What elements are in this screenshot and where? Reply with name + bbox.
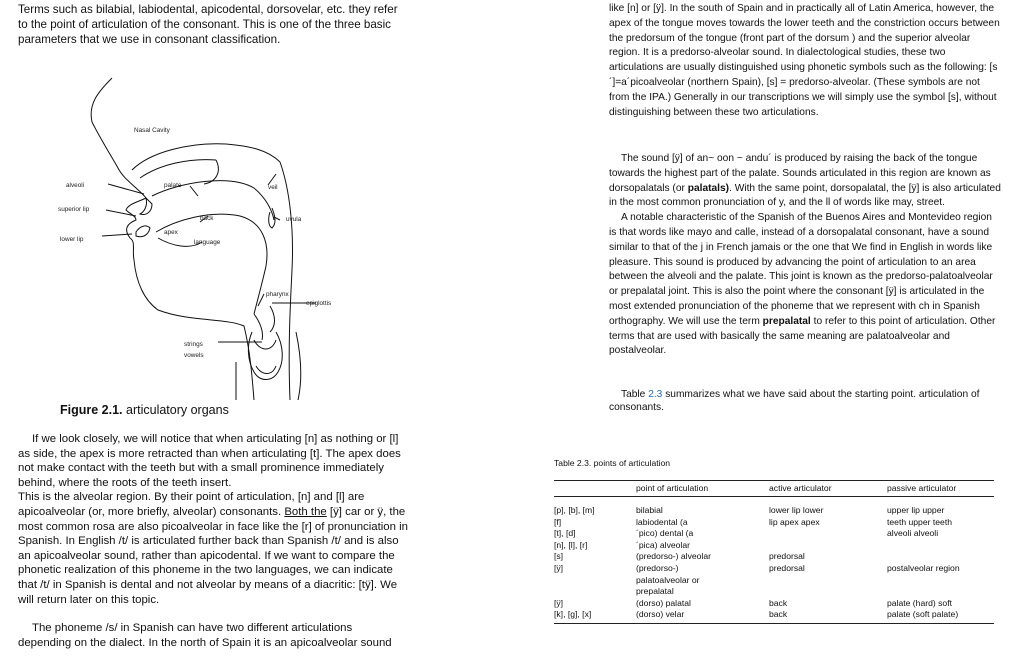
- label-epiglottis: epiglottis: [306, 300, 332, 307]
- table-cell: (predorso-): [636, 562, 679, 573]
- table-cell: alveoli alveoli: [887, 528, 939, 539]
- label-lower-lip: lower lip: [60, 236, 84, 243]
- table-cell: lip apex apex: [769, 516, 820, 527]
- table-reference-link[interactable]: 2.3: [648, 389, 663, 400]
- table-cell: [554, 575, 636, 587]
- paragraph-prepalatal-a: A notable characteristic of the Spanish of the Buenos Aires and Montevideo region is that words like mayo and calle, instead of a dorsopalatal consonant, have a sound similar to that of the j in French jamais or the one that We find in English in words like pleasure. This sound is produced by advancing the point of articulation to an area between the alveoli and the palate. This joint is known as the predorso-palatoalveolar or prepalatal joint. This is also the point where the consonant [ÿ] is articulated in the most extended pronunciation of the phoneme that we represent with ch in Spanish orthography. We will use the term: [609, 212, 993, 327]
- paragraph-prepalatal-b: to refer to this point of articulation. Other terms that are used with basically the same meaning are palatoalveolar and postalveolar.: [609, 315, 996, 357]
- paragraph-alveolar-a: This is the alveolar region. By their point of articulation, [n] and [l] are apicoalveolar (or, more briefly, alveolar) consonants.: [18, 491, 365, 518]
- paragraph-apex: If we look closely, we will notice that when articulating [n] as nothing or [l] as side, the apex is more retracted than when articulating [t]. The apex does not make contact with the teeth but with a small prominence immediately behind, where the roots of the teeth insert.: [18, 433, 401, 489]
- label-strings: strings: [184, 341, 203, 348]
- table-cell: [769, 540, 887, 552]
- paragraph-prepalatal-bold: prepalatal: [762, 315, 811, 327]
- table-row: [554, 528, 994, 540]
- table-row: [554, 586, 994, 598]
- table-cell: palate (soft palate): [887, 609, 994, 623]
- table-row: [554, 609, 994, 623]
- table-cell: [554, 586, 636, 598]
- table-cell: [887, 575, 994, 587]
- table-cell: [769, 528, 887, 540]
- label-uvula: uvula: [286, 216, 302, 223]
- table-header-symbols: [554, 481, 636, 497]
- table-cell: (dorso) palatal: [636, 597, 691, 608]
- table-cell: prepalatal: [636, 586, 674, 597]
- table-reference-paragraph: [609, 388, 1001, 414]
- label-language: language: [194, 239, 221, 246]
- table-cell: [887, 540, 994, 552]
- table-cell: ´pica) alveolar: [636, 539, 690, 550]
- right-top-paragraph: [609, 2, 1001, 120]
- table-title: Table 2.3. points of articulation: [554, 458, 671, 468]
- table-row: [554, 551, 994, 563]
- table-cell: ´pico) dental (a: [636, 528, 694, 539]
- right-mid-paragraphs: [609, 152, 1001, 359]
- table-reference-text: [609, 388, 1001, 414]
- table-row: [554, 540, 994, 552]
- table-cell: [ÿ]: [554, 562, 564, 573]
- table-cell: [769, 586, 887, 598]
- table-cell: palatoalveolar or: [636, 574, 700, 585]
- table-row: [554, 563, 994, 575]
- label-alveoli: alveoli: [66, 182, 85, 189]
- table-cell: upper lip upper: [887, 505, 945, 515]
- table-cell: back: [769, 597, 788, 608]
- table-row: [554, 598, 994, 610]
- table-cell: [ÿ]: [554, 597, 564, 608]
- table-cell: lower lip lower: [769, 505, 824, 515]
- table-header-passive: passive articulator: [887, 481, 994, 497]
- figure-caption-text: articulatory organs: [122, 403, 229, 417]
- table-header-row: [554, 481, 994, 497]
- label-back: back: [200, 215, 214, 222]
- table-header-active: active articulator: [769, 481, 887, 497]
- table-reference-a: Table: [621, 389, 649, 400]
- table-cell: [887, 551, 994, 563]
- articulation-table: [554, 480, 994, 624]
- intro-text: Terms such as bilabial, labiodental, apicodental, dorsovelar, etc. they refer to the point of articulation of the consonant. This is one of the three basic parameters that we use in consonant classification.: [18, 3, 398, 46]
- table-cell: labiodental (a: [636, 516, 688, 527]
- articulatory-diagram: [40, 70, 360, 405]
- label-apex: apex: [164, 229, 178, 236]
- label-vowels: vowels: [184, 352, 204, 359]
- paragraph-palatal: [609, 152, 1001, 211]
- paragraph-alveolar-underlined: Both the: [284, 505, 327, 518]
- table-cell: bilabial: [636, 505, 663, 515]
- paragraph-alveolar: [18, 490, 408, 607]
- table-row: [554, 497, 994, 517]
- label-superior-lip: superior lip: [58, 206, 90, 213]
- table-cell: postalveolar region: [887, 562, 960, 573]
- paragraph-alveolar-b: [ÿ] car or ÿ, the most common rosa are also picoalveolar in face like the [r] of pronunciation in Spanish. In English /t/ is articulated further back than Spanish /t/ and is also an apicoalveolar sound, rather than apicodental. If we want to compare the phonetic realization of this phoneme in the two languages, we can indicate that /t/ in Spanish is dental and not alveolar by means of a diacritic: [tÿ]. We will return later on this topic.: [18, 505, 409, 606]
- table-cell: (predorso-) alveolar: [636, 551, 711, 562]
- figure-caption-label: Figure 2.1.: [60, 403, 123, 417]
- table-cell: teeth upper teeth: [887, 516, 952, 527]
- paragraph-palatal-bold: palatals): [687, 182, 730, 194]
- table-cell: [n], [l], [r]: [554, 539, 588, 550]
- table-cell: back: [769, 609, 887, 623]
- left-body-text: [18, 432, 408, 650]
- left-intro-paragraph: [18, 2, 408, 47]
- paragraph-palatal-a: The sound [ÿ] of an~ oon ~ andu´ is produced by raising the back of the tongue towards the highest part of the palate. Sounds articulated in this region are known as dorsopalatals (or: [609, 153, 991, 194]
- articulatory-organs-figure: [40, 70, 360, 405]
- table-row: [554, 517, 994, 529]
- paragraph-prepalatal: [609, 211, 1001, 359]
- table-cell: predorsal: [769, 562, 805, 573]
- label-palate: palate: [164, 182, 182, 189]
- table-cell: palate (hard) soft: [887, 597, 952, 608]
- table-cell: [f]: [554, 516, 562, 527]
- paragraph-phoneme-s: The phoneme /s/ in Spanish can have two different articulations depending on the dialect. In the north of Spain it is an apicoalveolar sound: [18, 622, 392, 649]
- label-pharynx: pharynx: [266, 291, 289, 298]
- table-cell: predorsal: [769, 551, 805, 562]
- table-2-3: [554, 458, 994, 624]
- table-cell: (dorso) velar: [636, 609, 769, 623]
- table-cell: [t], [d]: [554, 528, 576, 539]
- table-reference-b: summarizes what we have said about the starting point. articulation of consonants.: [609, 389, 980, 413]
- table-cell: [769, 575, 887, 587]
- right-top-text: like [n] or [ÿ]. In the south of Spain and in practically all of Latin America, however, the apex of the tongue moves towards the lower teeth and the constriction occurs between the predorsum of the tongue (front part of the dorsum ) and the superior alveolar region. It is a predorso-alveolar sound. In dialectological studies, these two articulations are usually distinguished using phonetic symbols such as the following: [s´]=a´picoalveolar (northern Spain), [s] = predorso-alveolar. (These symbols are not from the IPA.) Generally in our transcriptions we will simply use the symbol [s], without distinguishing between these two articulations.: [609, 3, 1000, 118]
- label-nasal-cavity: Nasal Cavity: [134, 127, 170, 134]
- figure-caption: [60, 403, 229, 417]
- table-cell: [s]: [554, 551, 564, 562]
- paragraph-palatal-b: . With the same point, dorsopalatal, the [ÿ] is also articulated in the most common pronunciation of y, and the ll of words like may, street.: [609, 182, 1001, 209]
- table-row: [554, 575, 994, 587]
- table-cell: [k], [g], [x]: [554, 609, 636, 623]
- table-cell: [887, 586, 994, 598]
- table-header-point: point of articulation: [636, 481, 769, 497]
- label-veil: veil: [268, 184, 278, 191]
- table-cell: [p], [b], [m]: [554, 505, 595, 515]
